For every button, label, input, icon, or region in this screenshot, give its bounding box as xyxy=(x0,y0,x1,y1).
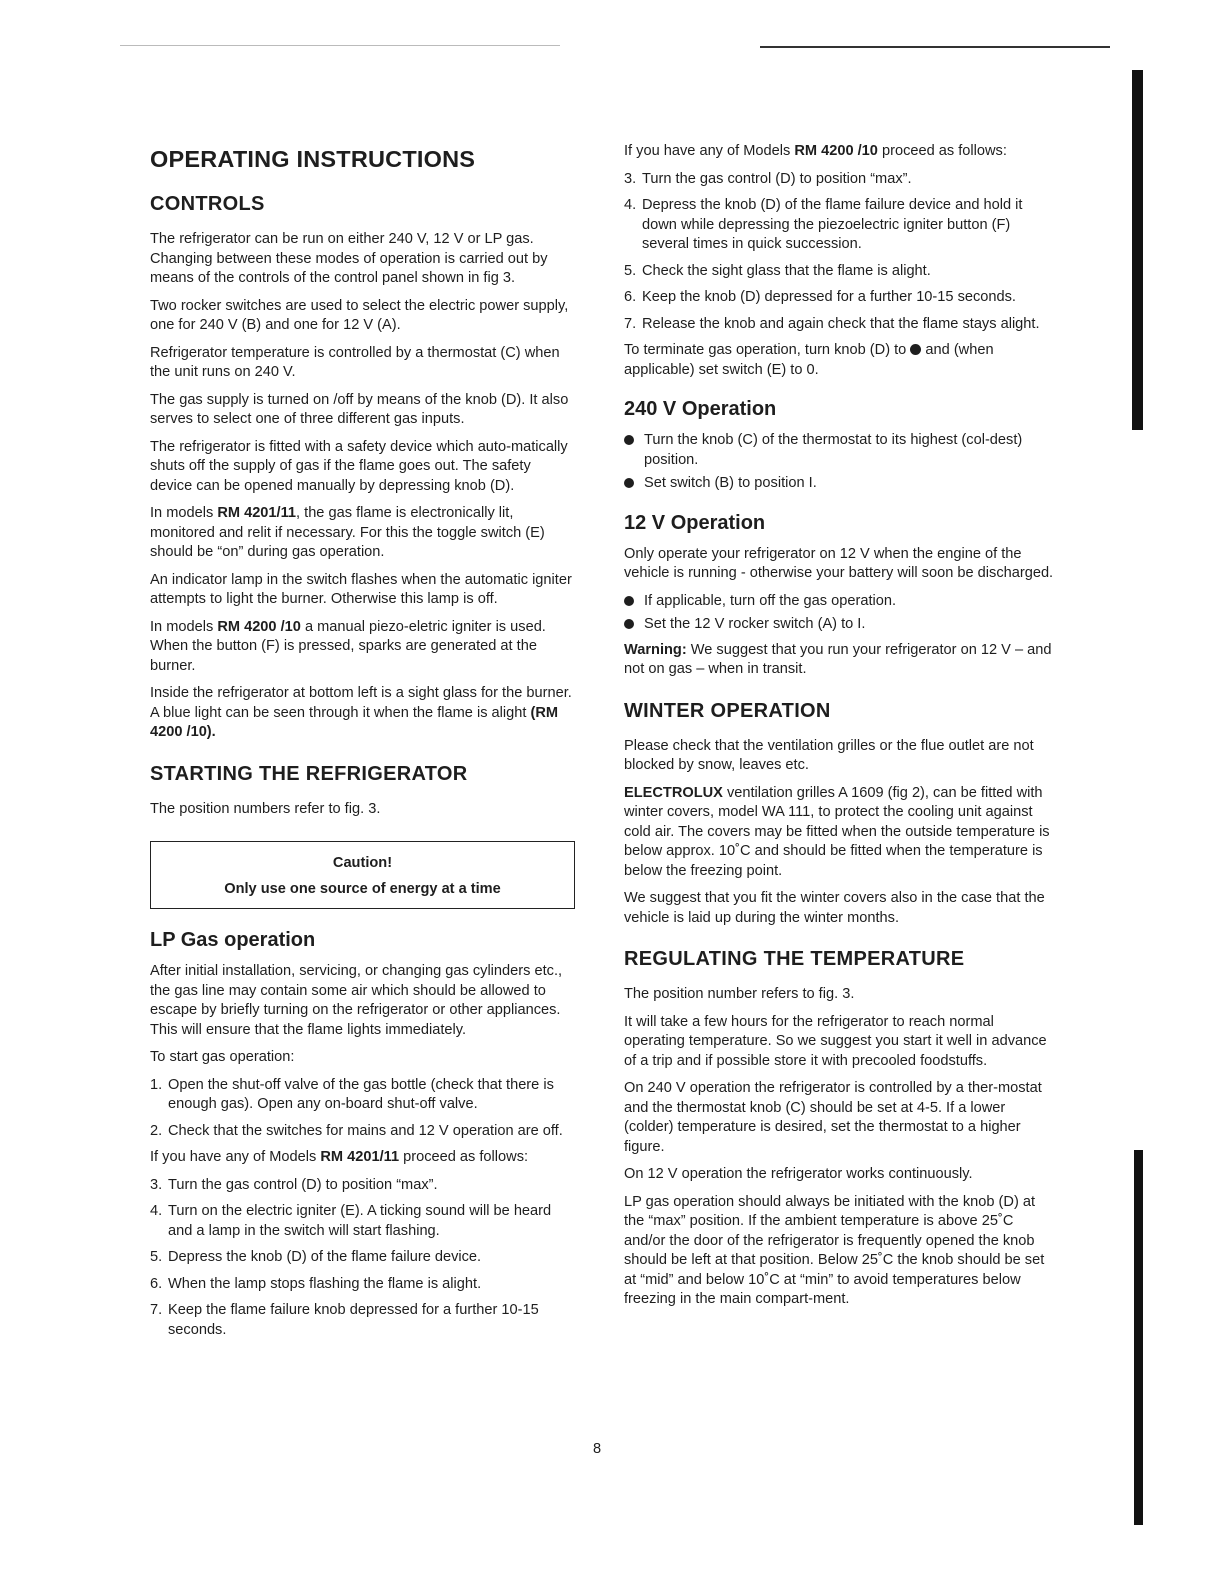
right-column xyxy=(624,140,1054,1318)
list-item: If applicable, turn off the gas operation. xyxy=(624,592,1054,612)
top-scan-line-left xyxy=(120,45,560,46)
controls-p5: The refrigerator is fitted with a safety device which auto-matically shuts off the supply of gas if the flame goes out. The safety device can be opened manually by depressing knob (D). xyxy=(150,438,568,494)
controls-p3: Refrigerator temperature is controlled by a thermostat (C) when the unit runs on 240 V. xyxy=(150,344,560,380)
controls-p6: In models RM 4201/11, the gas flame is electronically lit, monitored and relit if necessary. For this the toggle switch (E) should be “on” during gas operation. xyxy=(150,505,545,560)
warning-text: Warning: We suggest that you run your refrigerator on 12 V – and not on gas – when in transit. xyxy=(624,641,1052,677)
bullet-icon xyxy=(624,435,634,445)
list-item: 2. Check that the switches for mains and 12 V operation are off. xyxy=(150,1122,563,1139)
list-item: 3. Turn the gas control (D) to position “max”. xyxy=(624,170,912,187)
caution-text: Only use one source of energy at a time xyxy=(224,881,501,897)
controls-p2: Two rocker switches are used to select the electric power supply, one for 240 V (B) and one for 12 V (A). xyxy=(150,297,569,333)
page-title: OPERATING INSTRUCTIONS xyxy=(150,146,476,172)
starting-heading: STARTING THE REFRIGERATOR xyxy=(150,762,468,785)
lpgas-p1: After initial installation, servicing, or changing gas cylinders etc., the gas line may contain some air which should be allowed to escape by briefly turning on the refrigerator or other appliances. This will ensure that the flame lights immediately. xyxy=(150,963,563,1038)
caution-box xyxy=(150,841,575,909)
terminate-text: To terminate gas operation, turn knob (D) to and (when applicable) set switch (E) to 0. xyxy=(624,342,994,378)
lpgas-models-line: If you have any of Models RM 4201/11 proceed as follows: xyxy=(150,1149,529,1165)
op240-heading: 240 V Operation xyxy=(624,398,777,420)
list-item: 3. Turn the gas control (D) to position “max”. xyxy=(150,1176,438,1193)
controls-p8: In models RM 4200 /10 a manual piezo-eletric igniter is used. When the button (F) is pressed, sparks are generated at the burner. xyxy=(150,618,546,674)
op240-bullets xyxy=(624,431,1054,494)
list-item: Set the 12 V rocker switch (A) to I. xyxy=(624,615,1054,635)
left-column xyxy=(150,140,575,1347)
regulating-heading: REGULATING THE TEMPERATURE xyxy=(624,948,965,970)
list-item: 5. Depress the knob (D) of the flame failure device. xyxy=(150,1249,482,1265)
list-item: 1. Open the shut-off valve of the gas bottle (check that there is enough gas). Open any on-board shut-off valve. xyxy=(150,1076,554,1112)
lpgas-p2: To start gas operation: xyxy=(150,1049,295,1065)
right-steps xyxy=(624,170,1054,335)
bullet-icon xyxy=(624,478,634,488)
controls-heading: CONTROLS xyxy=(150,193,265,215)
list-item: 6. Keep the knob (D) depressed for a further 10-15 seconds. xyxy=(624,289,1016,305)
lpgas-steps-b xyxy=(150,1176,575,1341)
list-item: 7. Keep the flame failure knob depressed for a further 10-15 seconds. xyxy=(150,1302,539,1338)
list-item: 5. Check the sight glass that the flame is alight. xyxy=(624,262,931,279)
winter-p2: ELECTROLUX ventilation grilles A 1609 (fig 2), can be fitted with winter covers, model WA 111, to protect the cooling unit against cold air. The covers may be fitted when the outside temperature is below approx. 10˚C and should be fitted when the temperature is below the freezing point. xyxy=(624,784,1050,879)
list-item: Turn the knob (C) of the thermostat to its highest (col-dest) position. xyxy=(624,431,1054,470)
winter-p3: We suggest that you fit the winter covers also in the case that the vehicle is laid up during the winter months. xyxy=(624,890,1045,926)
right-edge-bar xyxy=(1132,70,1143,430)
regulating-p1: The position number refers to fig. 3. xyxy=(624,986,855,1002)
right-models-line: If you have any of Models RM 4200 /10 proceed as follows: xyxy=(624,143,1007,159)
op12-bullets xyxy=(624,592,1054,635)
starting-p1: The position numbers refer to fig. 3. xyxy=(150,800,381,817)
winter-heading: WINTER OPERATION xyxy=(624,699,831,722)
winter-p1: Please check that the ventilation grilles or the flue outlet are not blocked by snow, leaves etc. xyxy=(624,737,1034,773)
lpgas-heading: LP Gas operation xyxy=(150,929,316,951)
list-item: 7. Release the knob and again check that the flame stays alight. xyxy=(624,315,1040,332)
off-position-dot-icon xyxy=(910,344,921,355)
bullet-icon xyxy=(624,596,634,606)
regulating-p2: It will take a few hours for the refrigerator to reach normal operating temperature. So we suggest you start it well in advance of a trip and if possible store it with precooled foodstuffs. xyxy=(624,1013,1047,1069)
caution-title: Caution! xyxy=(332,855,393,871)
page-number: 8 xyxy=(593,1441,602,1457)
bullet-icon xyxy=(624,619,634,629)
list-item: 4. Depress the knob (D) of the flame failure device and hold it down while depressing the piezoelectric igniter button (F) several times in quick succession. xyxy=(624,197,1023,252)
top-scan-line-right xyxy=(760,46,1110,48)
controls-p1: The refrigerator can be run on either 240 V, 12 V or LP gas. Changing between these modes of operation is carried out by means of the controls of the control panel shown in fig 3. xyxy=(150,231,548,286)
controls-p7: An indicator lamp in the switch flashes when the automatic igniter attempts to light the burner. Otherwise this lamp is off. xyxy=(150,571,572,607)
lpgas-steps-a xyxy=(150,1076,575,1142)
regulating-p3: On 240 V operation the refrigerator is controlled by a ther-mostat and the thermostat knob (C) should be set at 4-5. If a lower (colder) temperature is desired, set the thermostat to a higher figure. xyxy=(624,1080,1042,1155)
controls-p4: The gas supply is turned on /off by means of the knob (D). It also serves to select one of three different gas inputs. xyxy=(150,391,569,427)
op12-heading: 12 V Operation xyxy=(624,511,766,534)
regulating-p5: LP gas operation should always be initiated with the knob (D) at the “max” position. If the ambient temperature is above 25˚C and/or the door of the refrigerator is frequently opened the knob should be left at that position. Below 25˚C the knob should be set at “mid” and below 10˚C at “min” to avoid temperatures below freezing in the main compart-ment. xyxy=(624,1193,1045,1307)
controls-p9: Inside the refrigerator at bottom left is a sight glass for the burner. A blue light can be seen through it when the flame is alight (RM 4200 /10). xyxy=(150,685,572,740)
list-item: 6. When the lamp stops flashing the flame is alight. xyxy=(150,1275,482,1292)
op12-p1: Only operate your refrigerator on 12 V when the engine of the vehicle is running - otherwise your battery will soon be discharged. xyxy=(624,545,1054,581)
list-item: 4. Turn on the electric igniter (E). A ticking sound will be heard and a lamp in the switch will start flashing. xyxy=(150,1203,552,1239)
list-item: Set switch (B) to position I. xyxy=(624,474,1054,494)
right-edge-bar-lower xyxy=(1134,1150,1143,1525)
regulating-p4: On 12 V operation the refrigerator works continuously. xyxy=(624,1166,973,1182)
